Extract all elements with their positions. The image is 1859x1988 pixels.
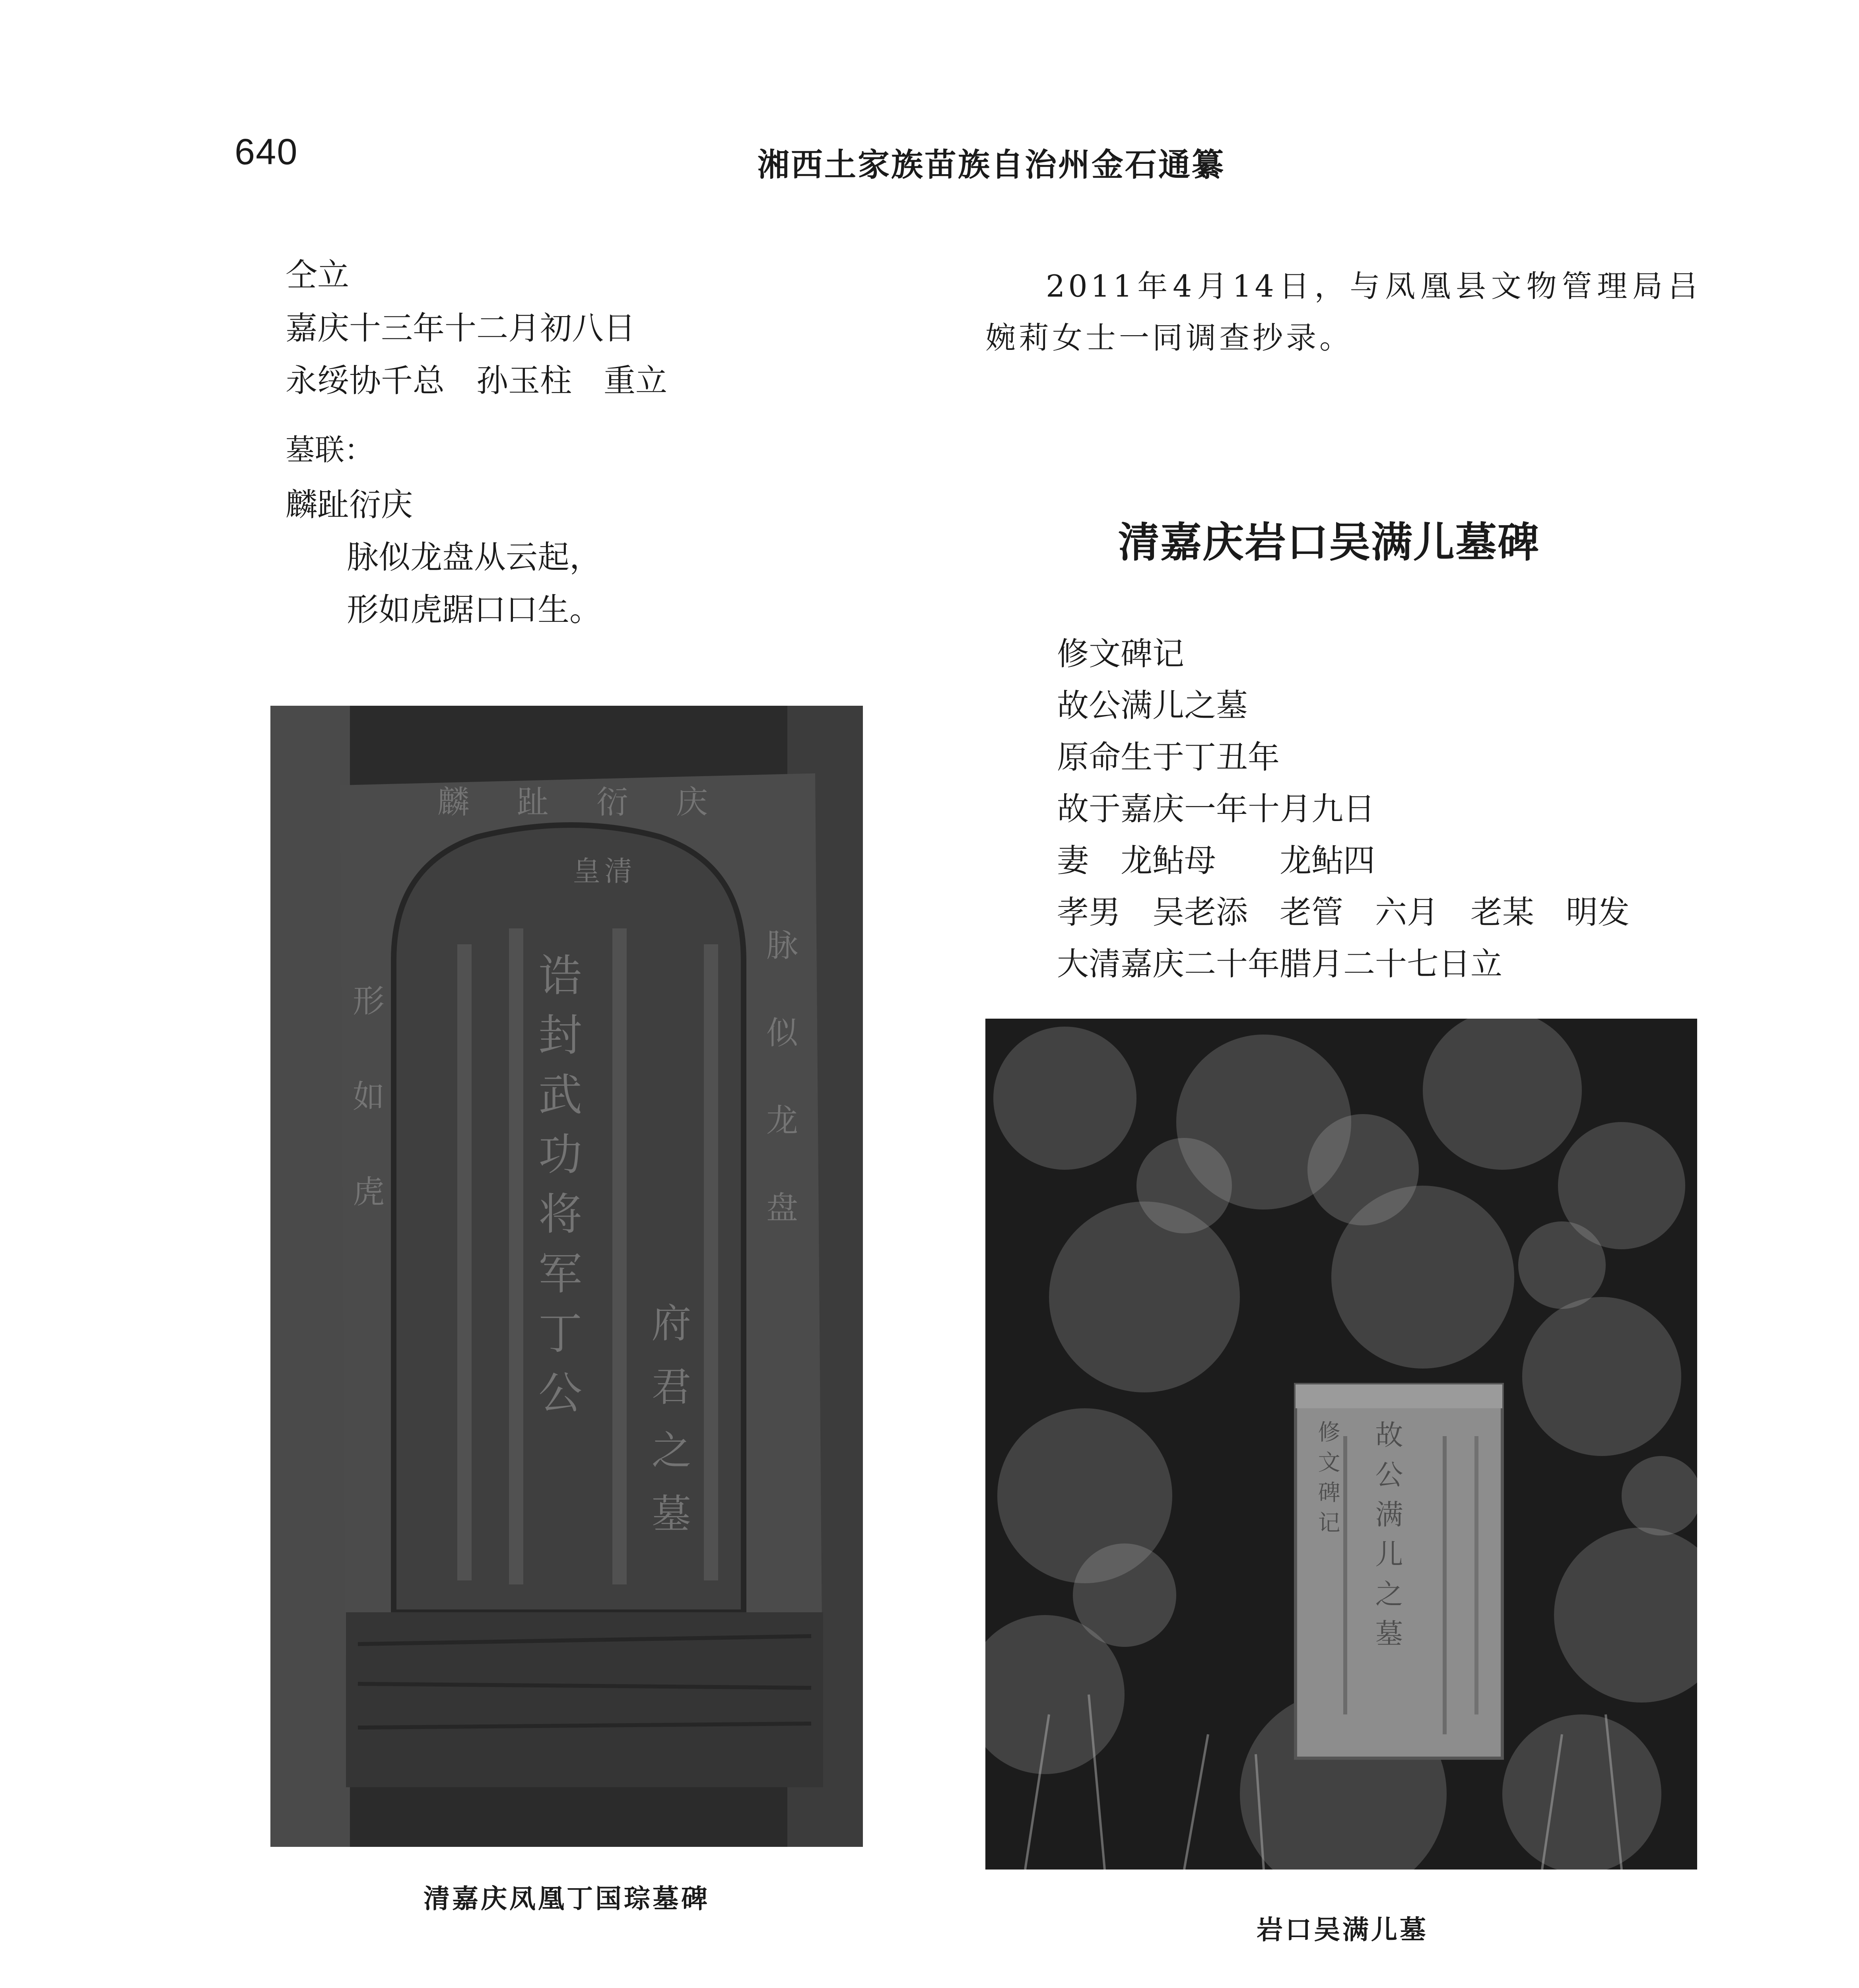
inscription-line: 故公满儿之墓: [1057, 687, 1248, 724]
inscription-line: 永绥协千总 孙玉柱 重立: [286, 362, 667, 399]
stele-top-band-text: 麟趾衍庆: [437, 784, 756, 821]
stele-main-inscription: 诰封武功将军丁公: [531, 952, 582, 1429]
headstone-left-column-text: 修文碑记: [1314, 1420, 1340, 1541]
headstone-center-column-text: 故公满儿之墓: [1371, 1420, 1403, 1659]
inscription-line: 嘉庆十三年十二月初八日: [286, 310, 635, 347]
stele-right-pillar-text: 脉似龙盘: [761, 928, 798, 1278]
stele-inscription-tail: 府君之墓: [645, 1302, 692, 1557]
running-header-title: 湘西土家族苗族自治州金石通纂: [758, 146, 1225, 183]
inscription-line: 故于嘉庆一年十月九日: [1057, 790, 1375, 827]
stele-photo-ding-guocong: [270, 706, 863, 1847]
stele-arch-header-text: 皇清: [573, 855, 636, 887]
commentary-paragraph: [274, 1982, 861, 1988]
couplet-heading: 墓联：: [286, 433, 374, 467]
inscription-line: 仝立: [286, 256, 349, 293]
stele-left-pillar-text: 形如虎: [347, 984, 385, 1270]
inscription-line: 妻 龙鲇母 龙鲇四: [1057, 842, 1375, 879]
photo-caption-right: 岩口吴满儿墓: [1257, 1914, 1428, 1945]
survey-note: 2011年4月14日，与凤凰县文物管理局吕婉莉女士一同调查抄录。: [985, 268, 1701, 355]
inscription-line: 原命生于丁丑年: [1057, 739, 1280, 776]
page-number: 640: [235, 132, 298, 172]
inscription-line: 修文碑记: [1057, 635, 1184, 672]
inscription-line: 大清嘉庆二十年腊月二十七日立: [1057, 945, 1502, 982]
couplet-line: 形如虎踞口口生。: [347, 591, 601, 628]
grave-photo-wu-maner: [985, 1019, 1697, 1870]
section-title: 清嘉庆岩口吴满儿墓碑: [1118, 518, 1540, 567]
couplet-title: 麟趾衍庆: [286, 486, 413, 523]
photo-caption-left: 清嘉庆凤凰丁国琮墓碑: [423, 1883, 710, 1914]
inscription-line: 孝男 吴老添 老管 六月 老某 明发: [1057, 894, 1630, 931]
couplet-line: 脉似龙盘从云起，: [347, 539, 601, 576]
